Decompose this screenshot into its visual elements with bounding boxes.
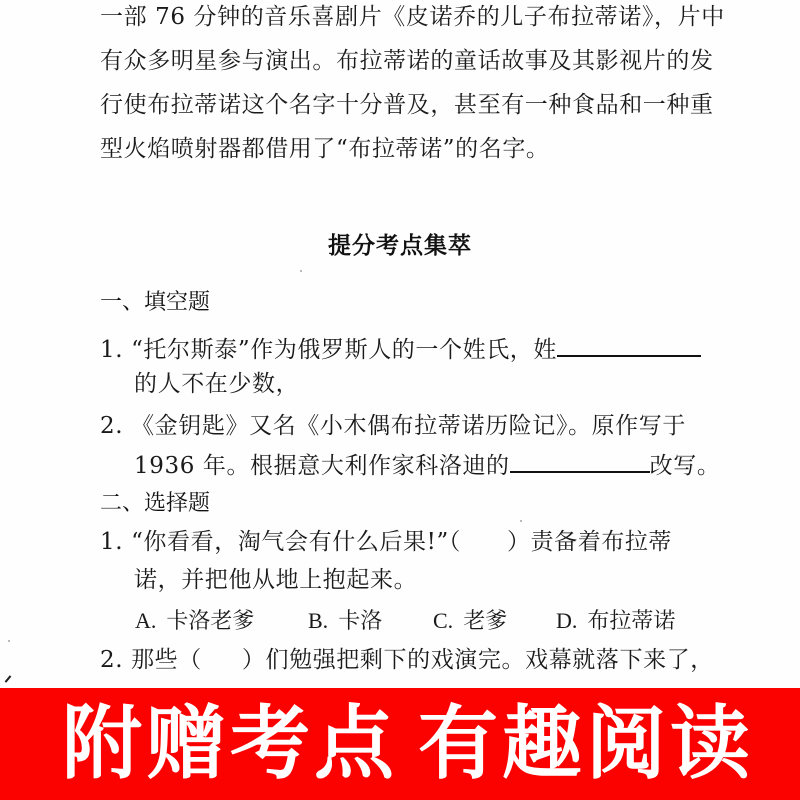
option-letter: D. (556, 608, 578, 633)
question-text: “托尔斯泰”作为俄罗斯人的一个姓氏，姓 (131, 337, 557, 363)
question-number: 2. (100, 647, 124, 673)
option-letter: C. (433, 608, 454, 633)
scan-mark (5, 675, 12, 682)
choice-question-1-line-2: 诺，并把他从地上抱起来。 (134, 567, 418, 593)
section-title-multiple-choice: 二、选择题 (100, 491, 211, 516)
option-text: 卡洛老爹 (166, 609, 255, 634)
question-number: 1. (100, 529, 124, 555)
scan-speck (8, 640, 10, 642)
intro-line-1: 一部 76 分钟的音乐喜剧片《皮诺乔的儿子布拉蒂诺》，片中 (100, 4, 725, 30)
question-text: ）们勉强把剩下的戏演完。戏幕就落下来了， (241, 647, 714, 673)
question-text: “你看看，淘气会有什么后果!”（ (131, 529, 461, 555)
answer-blank[interactable] (510, 449, 650, 473)
section-title-fill-blank: 一、填空题 (100, 290, 211, 315)
fill-question-2-line-1 (100, 411, 686, 441)
option-text: 布拉蒂诺 (587, 609, 676, 634)
question-text: 那些（ (131, 647, 202, 673)
question-text: 1936 年。根据意大利作家科洛迪的 (134, 453, 510, 479)
fill-question-1-line-2: 的人不在少数， (134, 371, 300, 397)
banner-phrase-bonus-points: 附赠考点 (62, 697, 398, 790)
question-text: ）责备着布拉蒂 (506, 529, 673, 555)
question-text: 改写。 (649, 453, 721, 479)
option-text: 卡洛 (338, 609, 383, 634)
fill-question-1-line-1 (100, 333, 701, 365)
fill-question-2-line-2 (134, 449, 720, 481)
option-d[interactable] (556, 606, 675, 637)
banner-phrase-fun-reading: 有趣阅读 (418, 697, 754, 790)
scan-speck (300, 270, 302, 272)
scan-speck (520, 520, 522, 522)
question-number: 2. (100, 413, 124, 439)
choice-question-1-line-1 (100, 527, 672, 557)
option-b[interactable] (308, 606, 382, 637)
option-c[interactable] (433, 606, 507, 637)
answer-blank[interactable] (557, 333, 701, 357)
choice-question-2-line-1 (100, 645, 714, 675)
question-number: 1. (100, 337, 124, 363)
option-letter: A. (135, 608, 157, 633)
intro-line-4: 型火焰喷射器都借用了“布拉蒂诺”的名字。 (100, 136, 550, 162)
page-heading: 提分考点集萃 (328, 233, 472, 259)
option-text: 老爹 (463, 609, 508, 634)
question-text: 《金钥匙》又名《小木偶布拉蒂诺历险记》。原作写于 (131, 413, 686, 439)
intro-line-2: 有众多明星参与演出。布拉蒂诺的童话故事及其影视片的发 (100, 48, 714, 74)
intro-line-3: 行使布拉蒂诺这个名字十分普及，甚至有一种食品和一种重 (100, 92, 714, 118)
promo-banner (0, 688, 800, 800)
option-a[interactable] (135, 606, 254, 637)
option-letter: B. (308, 608, 329, 633)
